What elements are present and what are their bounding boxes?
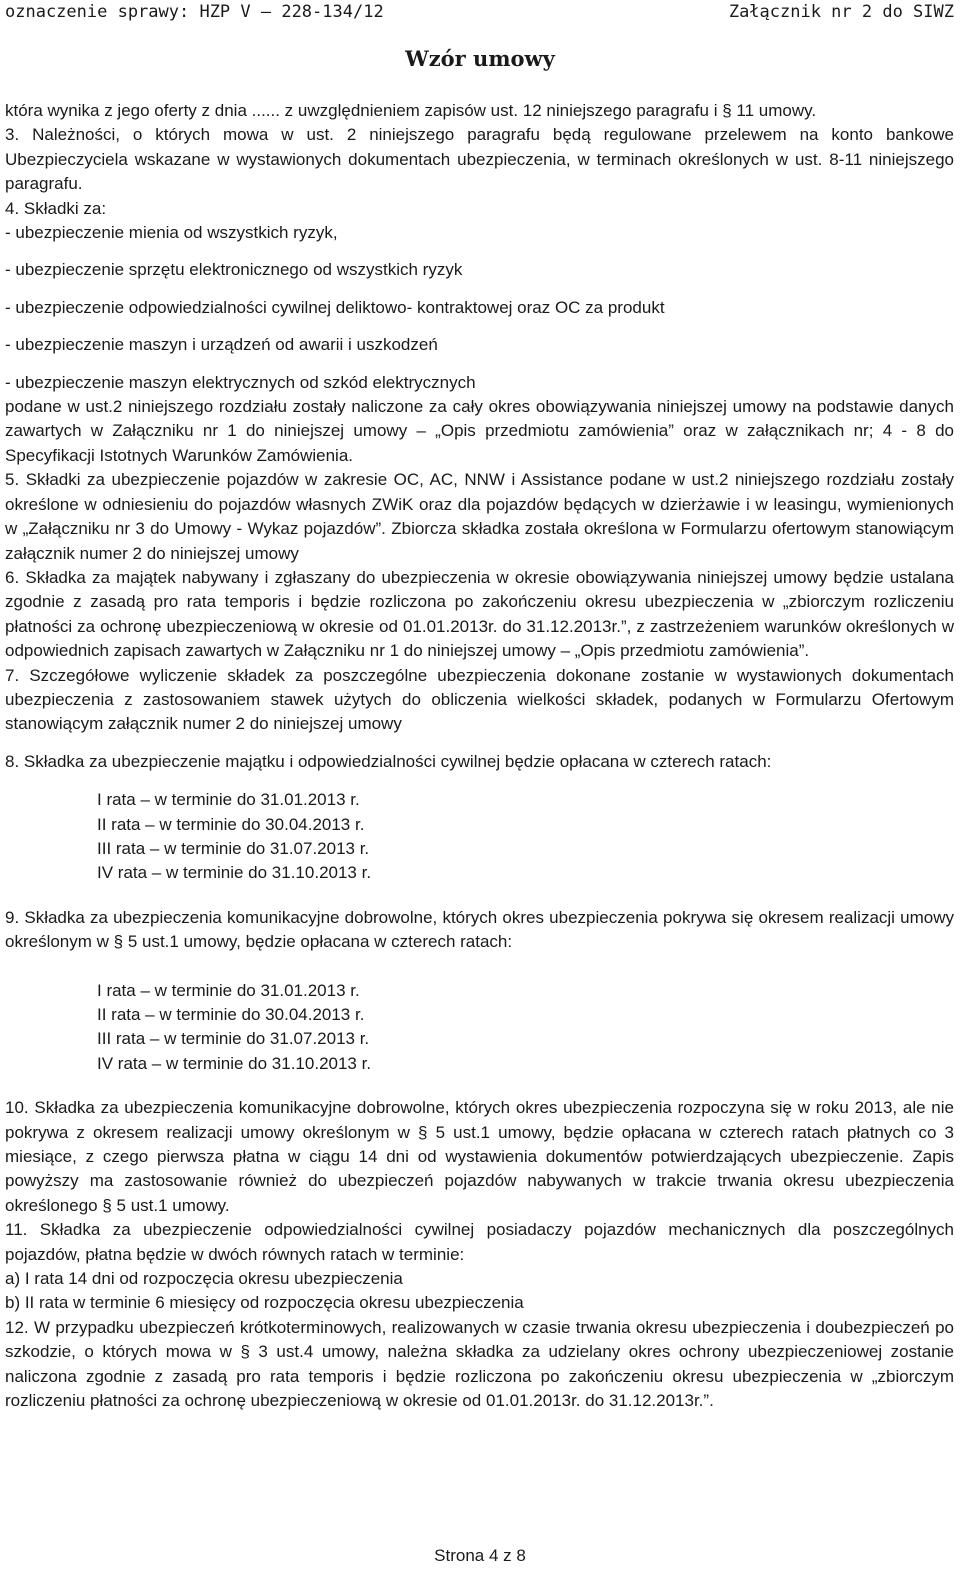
installment-row: IV rata – w terminie do 31.10.2013 r. <box>97 1053 372 1073</box>
page-number: Strona 4 z 8 <box>434 1546 526 1565</box>
installment-row: III rata – w terminie do 31.07.2013 r. <box>97 1029 370 1049</box>
installment-row: II rata – w terminie do 30.04.2013 r. <box>97 1005 365 1024</box>
page-header <box>0 0 960 44</box>
paragraph-3: 3. Należności, o których mowa w ust. 2 niniejszego paragrafu będą regulowane przelewem na konto bankowe Ubezpieczyciela wskazane w wystawionych dokumentach ubezpieczenia, w terminach określonych w ust. 8-11 niniejszego paragrafu. <box>5 125 954 194</box>
list-item: - ubezpieczenie sprzętu elektronicznego od wszystkich ryzyk <box>5 260 463 280</box>
paragraph-7: 7. Szczegółowe wyliczenie składek za poszczególne ubezpieczenia dokonane zostanie w wystawionych dokumentach ubezpieczenia z zastosowaniem stawek użytych do obliczenia wielkości składek, podanych w Formularzu Ofertowym stanowiącym załącznik numer 2 do niniejszej umowy <box>5 665 954 734</box>
paragraph-11b: b) II rata w terminie 6 miesięcy od rozpoczęcia okresu ubezpieczenia <box>5 1293 524 1313</box>
paragraph-6: 6. Składka za majątek nabywany i zgłaszany do ubezpieczenia w okresie obowiązywania niniejszej umowy będzie ustalana zgodnie z zasadą pro rata temporis i będzie rozliczona po zakończeniu okresu ubezpieczenia w „zbiorczym rozliczeniu płatności za ochronę ubezpieczeniową w okresie od 01.01.2013r. do 31.12.2013r.”, z zastrzeżeniem warunków określonych w odpowiednich zapisach zawartych w Załączniku nr 1 do niniejszej umowy – „Opis przedmiotu zamówienia”. <box>5 567 954 661</box>
list-item: - ubezpieczenie maszyn elektrycznych od szkód elektrycznych <box>5 372 476 392</box>
attachment-label: Załącznik nr 2 do SIWZ <box>728 2 954 22</box>
installment-row: III rata – w terminie do 31.07.2013 r. <box>97 838 370 858</box>
installment-row: I rata – w terminie do 31.01.2013 r. <box>97 790 360 810</box>
paragraph-5: 5. Składki za ubezpieczenie pojazdów w zakresie OC, AC, NNW i Assistance podane w ust.2 niniejszego rozdziału zostały określone w odniesieniu do pojazdów własnych ZWiK oraz dla pojazdów będących w dzierżawie i w leasingu, wymienionych w „Załączniku nr 3 do Umowy - Wykaz pojazdów”. Zbiorcza składka została określona w Formularzu ofertowym stanowiącym załącznik numer 2 do niniejszej umowy <box>5 470 954 563</box>
paragraph-4-body: podane w ust.2 niniejszego rozdziału zostały naliczone za cały okres obowiązywania niniejszej umowy na podstawie danych zawartych w Załączniku nr 1 do niniejszej umowy – „Opis przedmiotu zamówienia” oraz w załącznikach nr; 4 - 8 do Specyfikacji Istotnych Warunków Zamówienia. <box>5 397 954 465</box>
installment-row: II rata – w terminie do 30.04.2013 r. <box>97 814 365 834</box>
installment-row: IV rata – w terminie do 31.10.2013 r. <box>97 863 372 883</box>
installment-row: I rata – w terminie do 31.01.2013 r. <box>97 980 360 1000</box>
list-item: - ubezpieczenie maszyn i urządzeń od awarii i uszkodzeń <box>5 335 438 355</box>
paragraph-11a: a) I rata 14 dni od rozpoczęcia okresu ubezpieczenia <box>5 1269 403 1289</box>
list-item: - ubezpieczenie odpowiedzialności cywilnej deliktowo- kontraktowej oraz OC za produkt <box>5 297 665 317</box>
paragraph-12: 12. W przypadku ubezpieczeń krótkoterminowych, realizowanych w czasie trwania okresu ubezpieczenia i doubezpieczeń po szkodzie, o których mowa w § 3 ust.4 umowy, należna składka za udzielany okres ochrony ubezpieczeniowej zostanie naliczona zgodnie z zasadą pro rata temporis i będzie rozliczona po zakończeniu okresu ubezpieczenia w „zbiorczym rozliczeniu płatności za ochronę ubezpieczeniową w okresie od 01.01.2013r. do 31.12.2013r.”. <box>5 1317 954 1411</box>
paragraph-9: 9. Składka za ubezpieczenia komunikacyjne dobrowolne, których okres ubezpieczenia pokrywa się okresem realizacji umowy określonym w § 5 ust.1 umowy, będzie opłacana w czterech ratach: <box>5 907 954 952</box>
case-reference: oznaczenie sprawy: HZP V – 228-134/12 <box>5 2 384 22</box>
paragraph-10: 10. Składka za ubezpieczenia komunikacyjne dobrowolne, których okres ubezpieczenia rozpoczyna się w roku 2013, ale nie pokrywa z okresem realizacji umowy określonym w § 5 ust.1 umowy, będzie opłacana w czterech ratach płatnych co 3 miesiące, z czego pierwsza płatna w ciągu 14 dni od wystawienia dokumentów potwierdzających ubezpieczenie. Zapis powyższy ma zastosowanie również do ubezpieczeń pojazdów nabywanych w trakcie trwania okresu ubezpieczenia określonego § 5 ust.1 umowy. <box>5 1098 954 1215</box>
paragraph-4-intro: 4. Składki za: <box>5 198 107 218</box>
document-body <box>5 99 954 1414</box>
paragraph-11: 11. Składka za ubezpieczenie odpowiedzialności cywilnej posiadaczy pojazdów mechanicznych dla poszczególnych pojazdów, płatna będzie w dwóch równych ratach w terminie: <box>5 1220 954 1264</box>
document-title: Wzór umowy <box>405 46 555 71</box>
paragraph-offer: która wynika z jego oferty z dnia ...... z uwzględnieniem zapisów ust. 12 niniejszego paragrafu i § 11 umowy. <box>5 101 817 120</box>
list-item: - ubezpieczenie mienia od wszystkich ryzyk, <box>5 223 338 243</box>
paragraph-8: 8. Składka za ubezpieczenie majątku i odpowiedzialności cywilnej będzie opłacana w czterech ratach: <box>5 751 772 771</box>
